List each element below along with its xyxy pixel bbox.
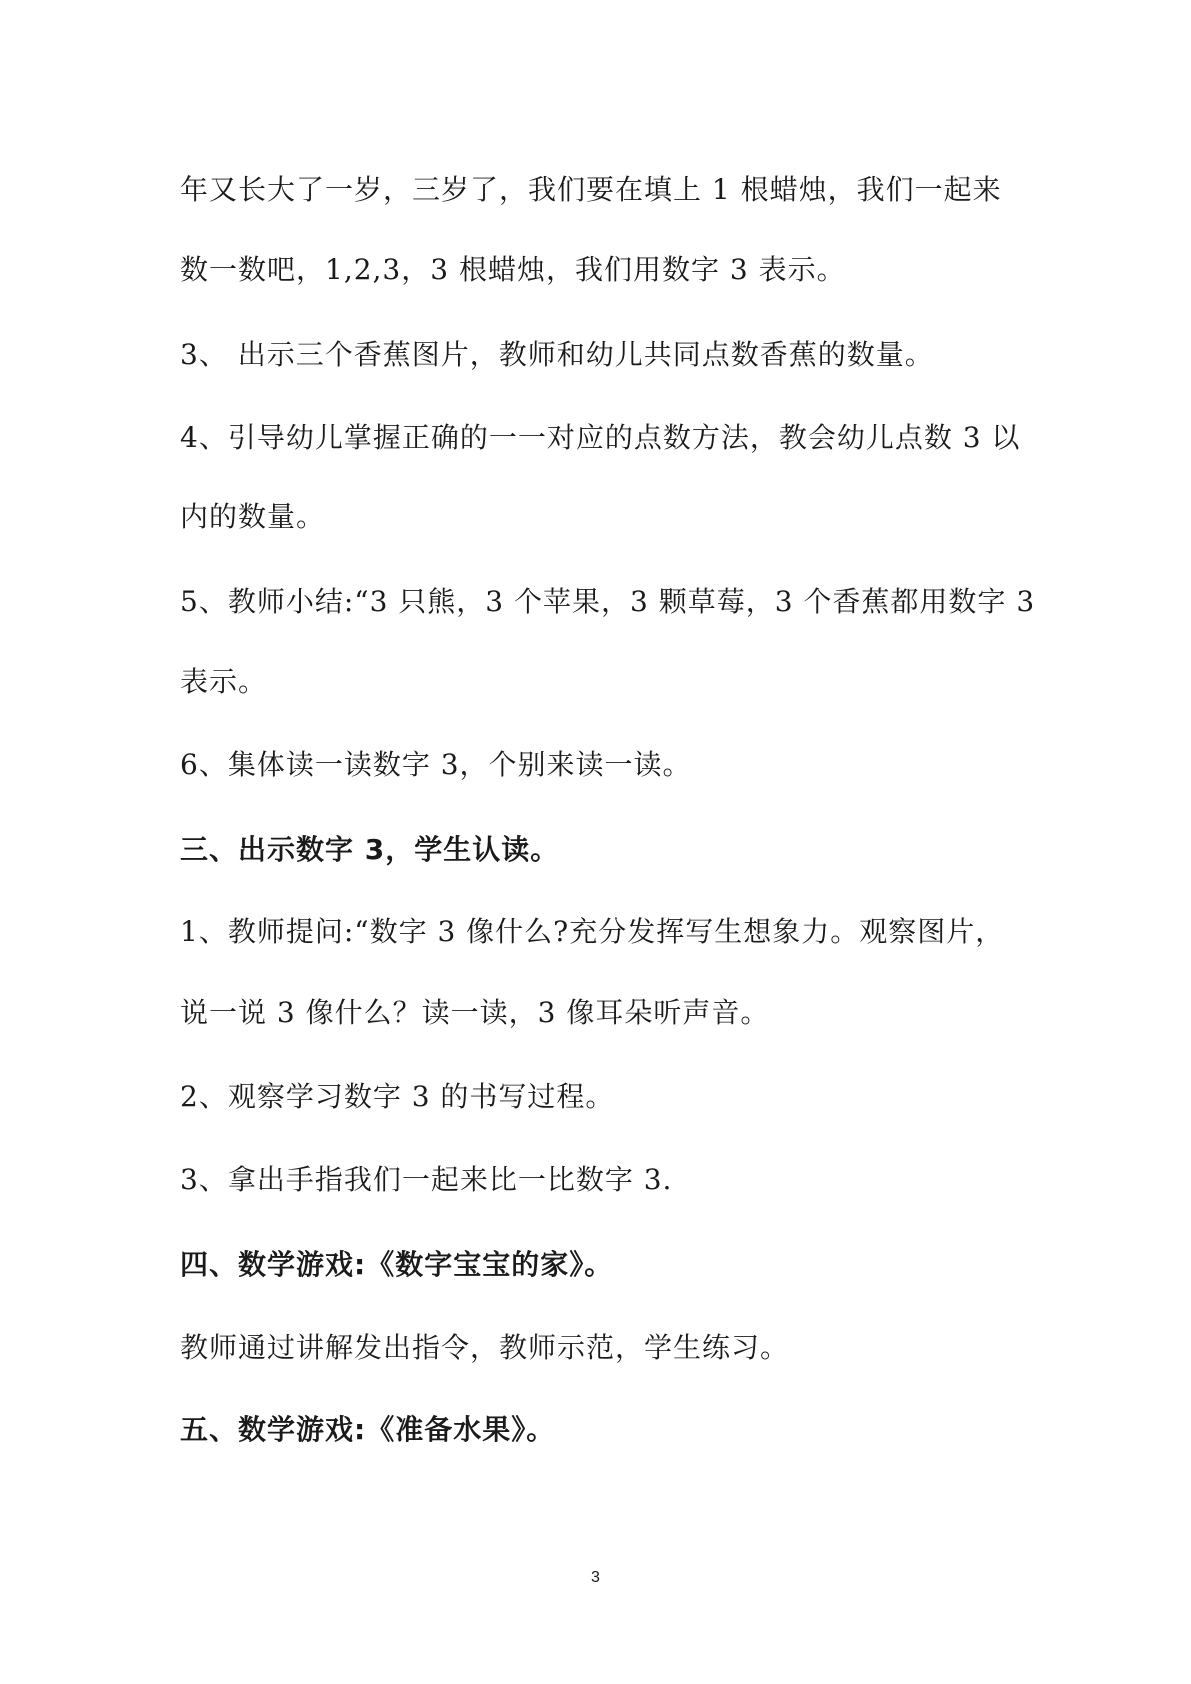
section-heading: 三、出示数字 3，学生认读。 xyxy=(180,833,560,866)
paragraph-line: 表示。 xyxy=(180,665,268,698)
paragraph-line: 年又长大了一岁，三岁了，我们要在填上 1 根蜡烛，我们一起来 xyxy=(180,173,1002,206)
paragraph-line: 数一数吧，1,2,3，3 根蜡烛，我们用数字 3 表示。 xyxy=(180,253,846,286)
section-heading: 五、数学游戏:《准备水果》。 xyxy=(180,1413,556,1446)
paragraph-line: 3、拿出手指我们一起来比一比数字 3. xyxy=(180,1163,673,1196)
paragraph-line: 内的数量。 xyxy=(180,500,326,533)
paragraph-line: 3、 出示三个香蕉图片，教师和幼儿共同点数香蕉的数量。 xyxy=(180,338,934,371)
paragraph-line: 教师通过讲解发出指令，教师示范，学生练习。 xyxy=(180,1331,790,1364)
section-heading: 四、数学游戏:《数字宝宝的家》。 xyxy=(180,1248,614,1281)
paragraph-line: 5、教师小结:“3 只熊，3 个苹果，3 颗草莓，3 个香蕉都用数字 3 xyxy=(180,585,1036,618)
paragraph-line: 6、集体读一读数字 3，个别来读一读。 xyxy=(180,748,692,781)
paragraph-line: 4、引导幼儿掌握正确的一一对应的点数方法，教会幼儿点数 3 以 xyxy=(180,421,1021,454)
paragraph-line: 2、观察学习数字 3 的书写过程。 xyxy=(180,1080,615,1113)
page-number: 3 xyxy=(591,1569,600,1586)
paragraph-line: 1、教师提问:“数字 3 像什么?充分发挥写生想象力。观察图片， xyxy=(180,915,1005,948)
paragraph-line: 说一说 3 像什么？读一读，3 像耳朵听声音。 xyxy=(180,996,770,1029)
